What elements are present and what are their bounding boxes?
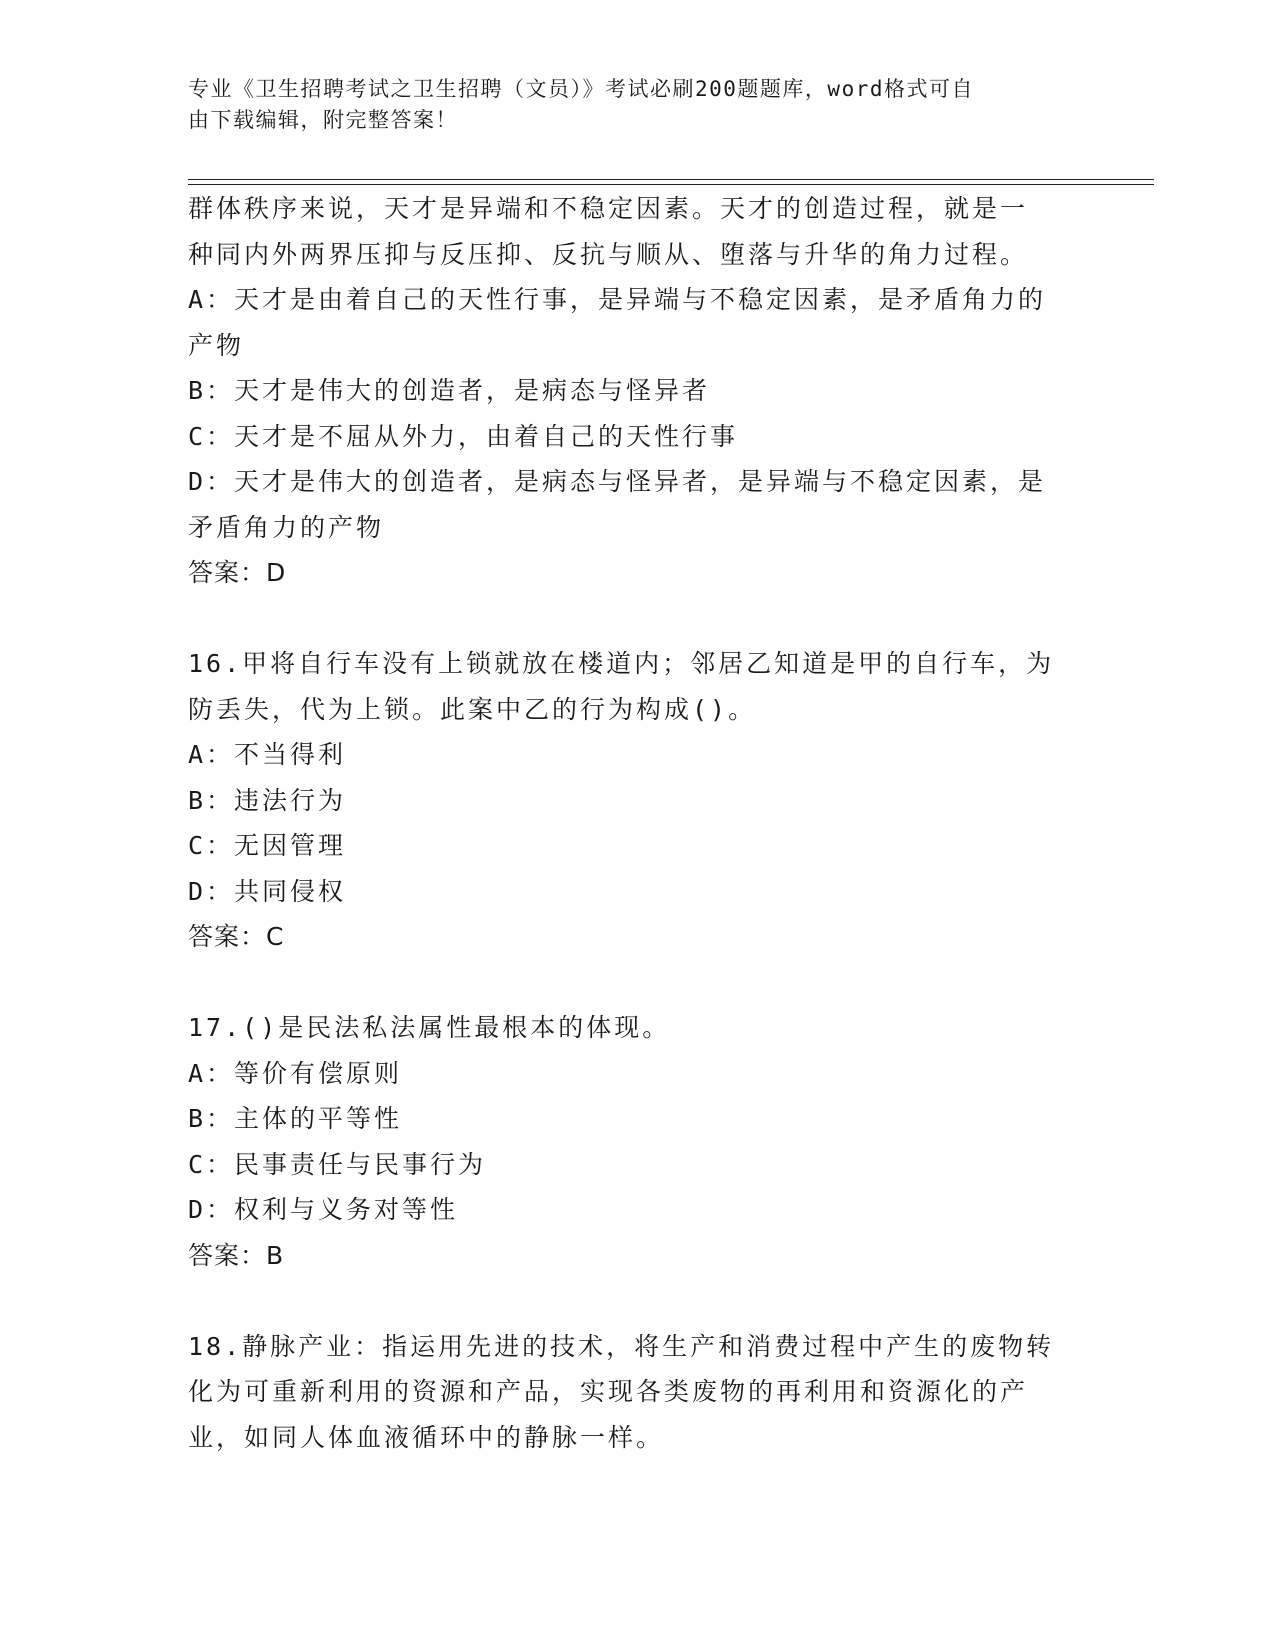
question-18-text-line-3: 业，如同人体血液循环中的静脉一样。 bbox=[188, 1422, 665, 1452]
question-16-text-line-1: 16.甲将自行车没有上锁就放在楼道内；邻居乙知道是甲的自行车，为 bbox=[188, 649, 1055, 678]
question-list bbox=[188, 186, 1088, 1460]
document-header bbox=[188, 74, 1068, 136]
question-15-text-line-2: 种同内外两界压抑与反压抑、反抗与顺从、堕落与升华的角力过程。 bbox=[188, 239, 1029, 269]
header-title-line-1: 专业《卫生招聘考试之卫生招聘（文员）》考试必刷200题题库，word格式可自 bbox=[188, 77, 974, 101]
question-16-text-line-2: 防丢失，代为上锁。此案中乙的行为构成()。 bbox=[188, 694, 757, 724]
question-17-option-b: B：主体的平等性 bbox=[188, 1104, 403, 1133]
question-17-option-a: A：等价有偿原则 bbox=[188, 1058, 403, 1088]
question-17-answer: 答案：B bbox=[188, 1240, 285, 1270]
question-spacer bbox=[188, 596, 1088, 642]
question-15-option-a-line-1: A：天才是由着自己的天性行事，是异端与不稳定因素，是矛盾角力的 bbox=[188, 285, 1047, 314]
question-15-answer: 答案：D bbox=[188, 558, 287, 587]
question-17-option-d: D：权利与义务对等性 bbox=[188, 1195, 459, 1224]
question-15 bbox=[188, 186, 1088, 596]
question-16-option-c: C：无因管理 bbox=[188, 831, 347, 860]
question-16 bbox=[188, 641, 1088, 960]
question-17 bbox=[188, 1005, 1088, 1278]
question-15-option-a-line-2: 产物 bbox=[188, 330, 245, 360]
question-16-option-b: B：违法行为 bbox=[188, 785, 347, 815]
question-16-option-d: D：共同侵权 bbox=[188, 876, 347, 906]
question-17-text-line-1: 17.()是民法私法属性最根本的体现。 bbox=[188, 1013, 671, 1042]
question-18 bbox=[188, 1324, 1088, 1461]
question-15-option-d-line-2: 矛盾角力的产物 bbox=[188, 512, 385, 542]
question-16-option-a: A：不当得利 bbox=[188, 740, 347, 769]
question-spacer bbox=[188, 960, 1088, 1006]
question-15-option-d-line-1: D：天才是伟大的创造者，是病态与怪异者，是异端与不稳定因素，是 bbox=[188, 467, 1047, 496]
header-title-line-2: 由下载编辑，附完整答案！ bbox=[188, 108, 458, 132]
question-18-text-line-1: 18.静脉产业：指运用先进的技术，将生产和消费过程中产生的废物转 bbox=[188, 1331, 1055, 1361]
question-16-answer: 答案：C bbox=[188, 922, 285, 951]
question-15-option-b: B：天才是伟大的创造者，是病态与怪异者 bbox=[188, 376, 711, 405]
question-15-option-c: C：天才是不屈从外力，由着自己的天性行事 bbox=[188, 421, 739, 451]
question-15-text-line-1: 群体秩序来说，天才是异端和不稳定因素。天才的创造过程，就是一 bbox=[188, 194, 1029, 223]
question-18-text-line-2: 化为可重新利用的资源和产品，实现各类废物的再利用和资源化的产 bbox=[188, 1377, 1029, 1406]
question-spacer bbox=[188, 1278, 1088, 1324]
question-17-option-c: C：民事责任与民事行为 bbox=[188, 1149, 487, 1179]
header-divider-bottom bbox=[188, 184, 1154, 185]
header-divider-top bbox=[188, 179, 1154, 180]
